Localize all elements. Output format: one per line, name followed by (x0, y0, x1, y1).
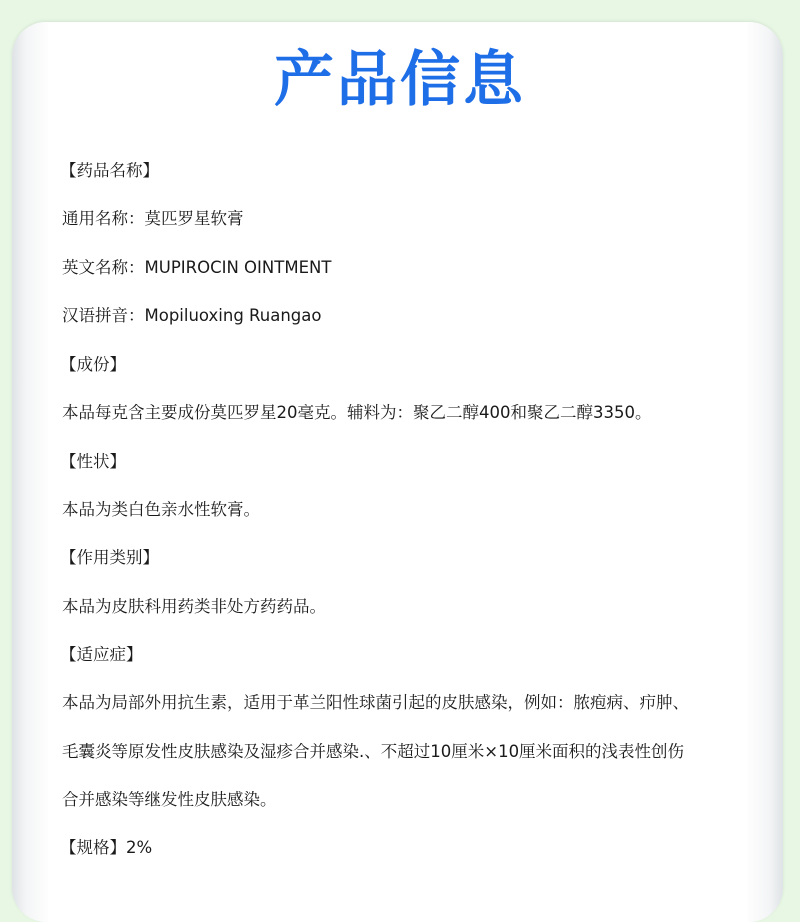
composition-text: 本品每克含主要成份莫匹罗星20毫克。辅料为：聚乙二醇400和聚乙二醇3350。 (62, 403, 652, 422)
english-name-text: 英文名称：MUPIROCIN OINTMENT (62, 258, 332, 277)
section-heading-indication: 【适应症】 (60, 645, 143, 664)
category-text: 本品为皮肤科用药类非处方药药品。 (62, 597, 326, 616)
specification-text: 【规格】2% (60, 838, 153, 857)
section-heading-appearance: 【性状】 (60, 452, 126, 471)
indication-text-line-1: 本品为局部外用抗生素，适用于革兰阳性球菌引起的皮肤感染，例如：脓疱病、疖肿、 (62, 693, 689, 712)
section-heading-drug-name: 【药品名称】 (60, 161, 159, 180)
indication-text-line-3: 合并感染等继发性皮肤感染。 (62, 790, 277, 809)
section-heading-category: 【作用类别】 (60, 548, 159, 567)
pinyin-name-text: 汉语拼音：Mopiluoxing Ruangao (62, 306, 322, 325)
section-heading-composition: 【成份】 (60, 355, 126, 374)
page-title: 产品信息 (274, 45, 526, 115)
indication-text-line-2: 毛囊炎等原发性皮肤感染及湿疹合并感染.、不超过10厘米×10厘米面积的浅表性创伤 (62, 742, 685, 761)
appearance-text: 本品为类白色亲水性软膏。 (62, 500, 260, 519)
generic-name-text: 通用名称：莫匹罗星软膏 (62, 209, 244, 228)
